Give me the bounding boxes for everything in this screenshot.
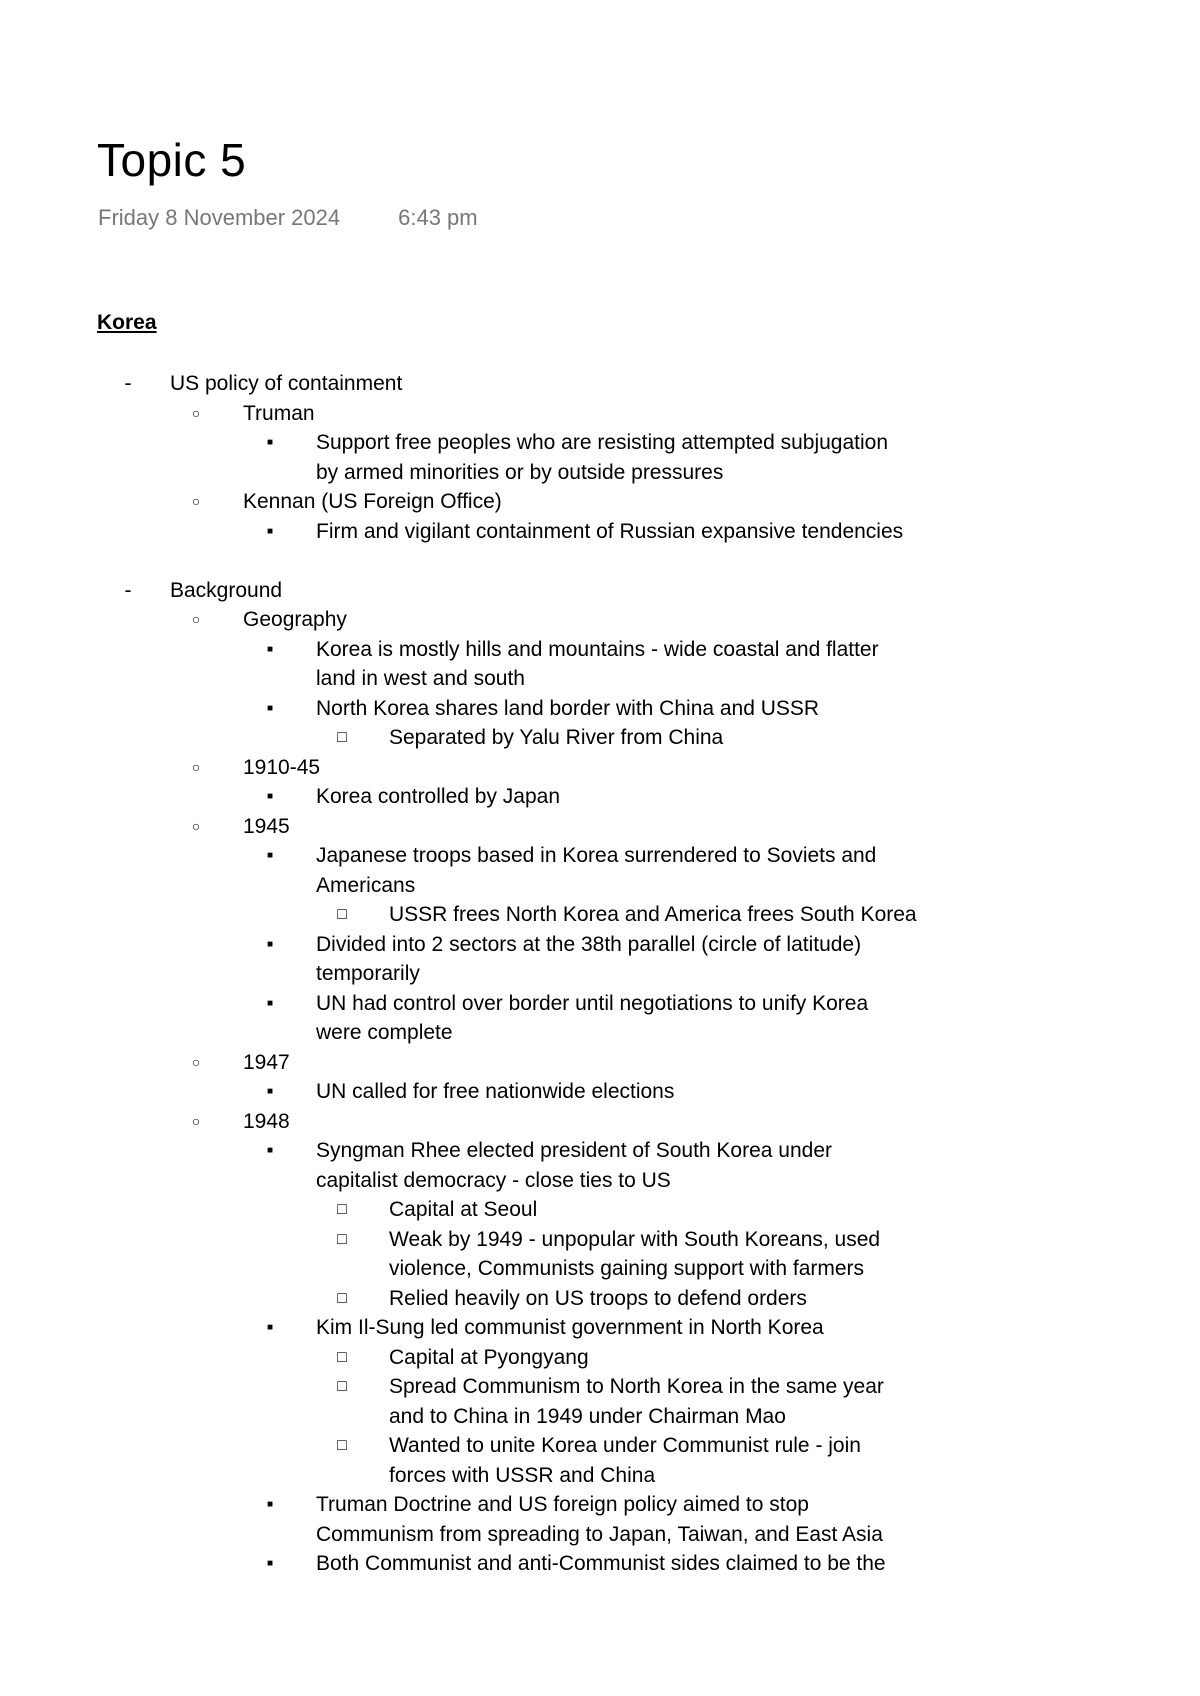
square-bullet-icon: ■: [266, 1322, 274, 1333]
outline-item-level4: Relied heavily on US troops to defend orders: [389, 1286, 807, 1310]
outline-item-level3: capitalist democracy - close ties to US: [316, 1168, 671, 1192]
outline-item-level2: 1945: [243, 814, 290, 838]
box-bullet-icon: □: [337, 1289, 347, 1307]
box-bullet-icon: □: [337, 1378, 347, 1395]
outline-item-level3: Divided into 2 sectors at the 38th parallel (circle of latitude): [316, 932, 862, 956]
outline-item-level3: Kim Il-Sung led communist government in North Korea: [316, 1316, 824, 1339]
square-bullet-icon: ■: [266, 643, 274, 655]
outline-item-level3: land in west and south: [316, 667, 525, 690]
square-bullet-icon: ■: [266, 997, 274, 1009]
square-bullet-icon: ■: [266, 791, 274, 802]
square-bullet-icon: ■: [266, 938, 274, 950]
outline-item-level3: by armed minorities or by outside pressures: [316, 460, 724, 484]
circle-bullet-icon: ○: [191, 817, 201, 834]
outline-item-level3: Americans: [316, 873, 416, 897]
square-bullet-icon: ■: [266, 1145, 274, 1156]
outline-item-level4: Capital at Seoul: [389, 1198, 538, 1221]
outline-item-level4: violence, Communists gaining support with farmers: [389, 1257, 865, 1280]
outline-item-level3: Korea controlled by Japan: [316, 785, 560, 808]
outline-item-level4: and to China in 1949 under Chairman Mao: [389, 1404, 786, 1428]
outline-item-level2: 1948: [243, 1109, 290, 1133]
outline-item-level3: Syngman Rhee elected president of South Korea under: [316, 1139, 833, 1162]
box-bullet-icon: □: [337, 1230, 347, 1248]
outline-item-level3: UN had control over border until negotiations to unify Korea: [316, 991, 869, 1015]
outline-item-level3: Firm and vigilant containment of Russian expansive tendencies: [316, 519, 904, 543]
outline-item-level4: Separated by Yalu River from China: [389, 726, 724, 749]
square-bullet-icon: ■: [266, 1558, 274, 1569]
box-bullet-icon: □: [337, 1201, 347, 1218]
outline-item-level2: Kennan (US Foreign Office): [243, 490, 502, 513]
square-bullet-icon: ■: [266, 850, 274, 861]
square-bullet-icon: ■: [266, 702, 274, 714]
outline-item-level3: Korea is mostly hills and mountains - wide coastal and flatter: [316, 637, 879, 661]
outline-item-level3: Truman Doctrine and US foreign policy aimed to stop: [316, 1493, 809, 1516]
outline-item-level3: Support free peoples who are resisting attempted subjugation: [316, 431, 889, 454]
square-bullet-icon: ■: [266, 1499, 274, 1510]
circle-bullet-icon: ○: [191, 1053, 201, 1070]
page-title: Topic 5: [97, 134, 247, 186]
outline-item-level4: Capital at Pyongyang: [389, 1345, 589, 1369]
square-bullet-icon: ■: [266, 1086, 274, 1097]
circle-bullet-icon: ○: [191, 1112, 201, 1129]
outline-item-level1: US policy of containment: [170, 372, 403, 395]
section-heading-korea: Korea: [97, 311, 157, 334]
outline-item-level3: temporarily: [316, 962, 420, 985]
outline-item-level3: were complete: [316, 1021, 453, 1044]
outline-item-level3: North Korea shares land border with China and USSR: [316, 696, 820, 720]
outline-item-level2: 1947: [243, 1050, 290, 1074]
circle-bullet-icon: ○: [191, 611, 201, 627]
circle-bullet-icon: ○: [191, 404, 201, 421]
square-bullet-icon: ■: [266, 525, 274, 537]
circle-bullet-icon: ○: [191, 493, 201, 509]
box-bullet-icon: □: [337, 1437, 347, 1454]
box-bullet-icon: □: [337, 729, 347, 746]
outline-item-level3: UN called for free nationwide elections: [316, 1080, 675, 1103]
outline-item-level2: 1910-45: [243, 755, 321, 779]
outline-item-level2: Geography: [243, 608, 347, 631]
outline-item-level2: Truman: [243, 401, 315, 425]
outline-item-level3: Both Communist and anti-Communist sides claimed to be the: [316, 1552, 886, 1575]
outline-item-level4: Weak by 1949 - unpopular with South Koreans, used: [389, 1227, 881, 1251]
outline-item-level4: forces with USSR and China: [389, 1463, 656, 1487]
outline-item-level4: USSR frees North Korea and America frees South Korea: [389, 903, 917, 926]
outline-item-level4: Spread Communism to North Korea in the same year: [389, 1375, 884, 1398]
page-date: Friday 8 November 2024: [98, 205, 341, 230]
square-bullet-icon: ■: [266, 437, 274, 448]
dash-bullet-icon: -: [124, 372, 132, 395]
outline-item-level4: Wanted to unite Korea under Communist rule - join: [389, 1434, 861, 1457]
box-bullet-icon: □: [337, 1348, 347, 1366]
page-time: 6:43 pm: [398, 205, 478, 230]
circle-bullet-icon: ○: [191, 758, 201, 775]
dash-bullet-icon: -: [124, 578, 132, 602]
box-bullet-icon: □: [337, 906, 347, 923]
outline-item-level3: Communism from spreading to Japan, Taiwan, and East Asia: [316, 1522, 883, 1546]
outline-item-level1: Background: [170, 578, 283, 602]
outline-item-level3: Japanese troops based in Korea surrendered to Soviets and: [316, 844, 877, 867]
